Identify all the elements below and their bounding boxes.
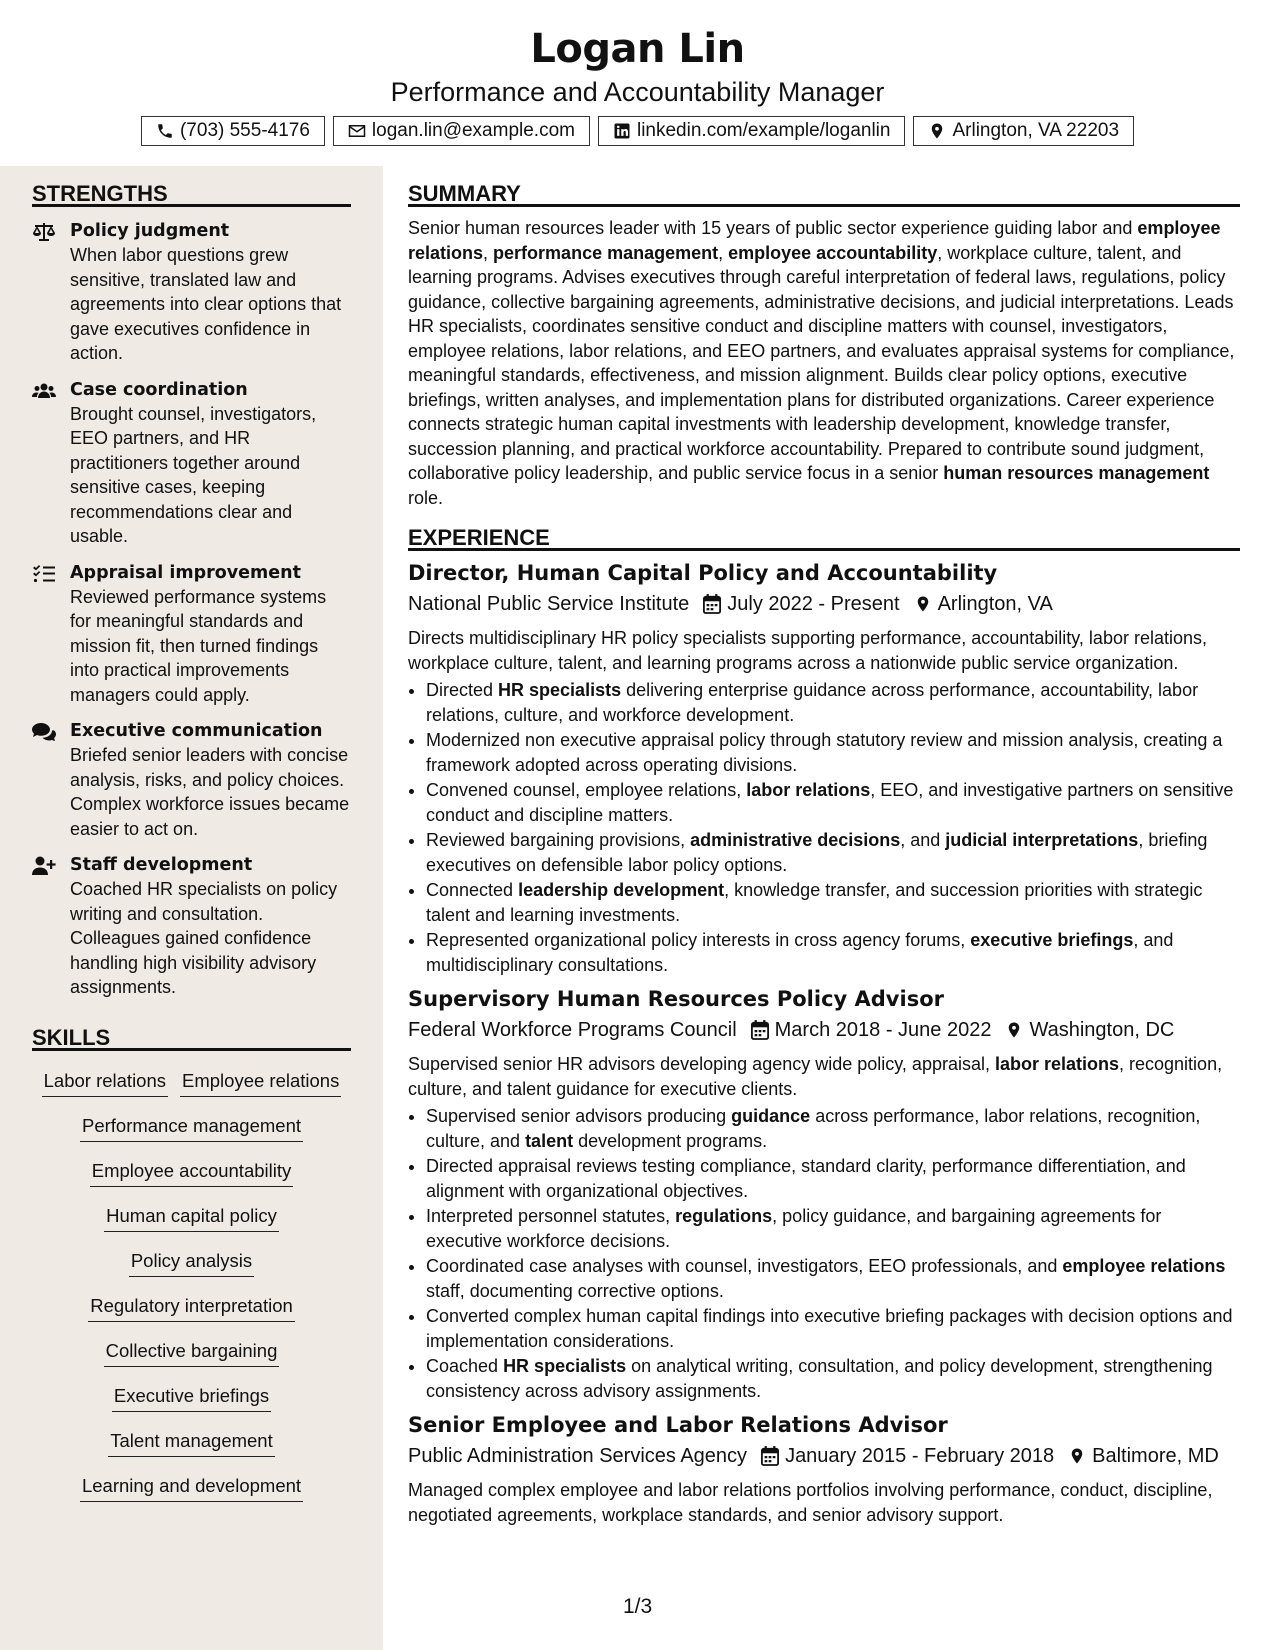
email-text: logan.lin@example.com xyxy=(371,120,575,141)
strength-text: Reviewed performance systems for meaningful standards and mission fit, then turned findings into practical improvements managers could apply. xyxy=(70,586,327,705)
linkedin-text: linkedin.com/example/loganlin xyxy=(636,120,891,141)
job-dates: July 2022 - Present xyxy=(727,593,900,615)
list-item: • Coordinated case analyses with counsel, investigators, EEO professionals, and employee relations staff, documenting corrective options. xyxy=(426,1254,1240,1303)
skill-tag: Regulatory interpretation xyxy=(88,1294,295,1322)
skill-tag: Collective bargaining xyxy=(104,1339,280,1367)
strength-text: Coached HR specialists on policy writing and consultation. Colleagues gained confidence handling high visibility advisory assignments. xyxy=(70,879,338,997)
contact-bar xyxy=(0,116,1275,146)
calendar-icon xyxy=(761,1446,779,1466)
sidebar xyxy=(0,166,383,1650)
location-text: Arlington, VA 22203 xyxy=(952,120,1120,141)
strengths-heading: STRENGTHS xyxy=(32,166,351,207)
strength-text: When labor questions grew sensitive, translated law and agreements into clear options that gave executives confidence in action. xyxy=(70,245,342,363)
strength-item xyxy=(32,378,351,549)
page-number: 1/3 xyxy=(623,1595,653,1618)
strength-title: Case coordination xyxy=(70,379,248,400)
strength-item xyxy=(32,719,351,841)
strength-text: Brought counsel, investigators, EEO partners, and HR practitioners together around sensitive cases, keeping recommendations clear and usable. xyxy=(70,403,317,546)
job-meta xyxy=(408,1442,1240,1470)
calendar-icon xyxy=(751,1020,769,1040)
skill-tag: Talent management xyxy=(108,1429,275,1457)
job-bullets xyxy=(408,1104,1240,1403)
list-item: • Interpreted personnel statutes, regulations, policy guidance, and bargaining agreements for executive workforce decisions. xyxy=(426,1204,1240,1253)
skills-list xyxy=(32,1069,351,1519)
resume-header xyxy=(0,0,1275,146)
list-item: • Supervised senior advisors producing guidance across performance, labor relations, recognition, culture, and talent development programs. xyxy=(426,1104,1240,1153)
users-icon xyxy=(32,381,56,401)
user-plus-icon xyxy=(32,856,56,876)
list-item: • Directed appraisal reviews testing compliance, standard clarity, performance differentiation, and alignment with organizational objectives. xyxy=(426,1154,1240,1203)
comments-icon xyxy=(32,722,56,742)
list-item: • Directed HR specialists delivering enterprise guidance across performance, accountability, labor relations, culture, and workforce development. xyxy=(426,678,1240,727)
summary-text: Senior human resources leader with 15 years of public sector experience guiding labor and employee relations, performance management, employee accountability, workplace culture, talent, and learning programs. Advises executives through careful interpretation of federal laws, regulations, policy guidance, collective bargaining agreements, administrative decisions, and judicial interpretations. Leads HR specialists, coordinates sensitive conduct and discipline matters with counsel, investigators, employee relations, labor relations, and EEO partners, and evaluates appraisal systems for compliance, meaningful standards, effectiveness, and mission alignment. Builds clear policy options, executive briefings, written analyses, and implementation plans for distributed organizations. Career experience connects strategic human capital investments with leadership development, knowledge transfer, succession planning, and practical workforce accountability. Prepared to contribute sound judgment, collaborative policy leadership, and public service focus in a senior human resources management role. xyxy=(408,218,1235,508)
envelope-icon xyxy=(348,122,366,140)
strength-title: Staff development xyxy=(70,855,253,875)
job-org: Public Administration Services Agency xyxy=(408,1445,748,1467)
strength-item xyxy=(32,561,351,708)
list-check-icon xyxy=(32,564,56,584)
job-title: Senior Employee and Labor Relations Advisor xyxy=(408,1413,948,1437)
contact-linkedin[interactable] xyxy=(598,116,905,146)
list-item: • Connected leadership development, knowledge transfer, and succession priorities with strategic talent and learning investments. xyxy=(426,878,1240,927)
map-pin-icon xyxy=(1068,1446,1086,1466)
phone-icon xyxy=(156,122,174,140)
skill-tag: Policy analysis xyxy=(129,1249,254,1277)
list-item: • Converted complex human capital findings into executive briefing packages with decision options and implementation considerations. xyxy=(426,1304,1240,1353)
candidate-title: Performance and Accountability Manager xyxy=(390,77,885,107)
job-dates: March 2018 - June 2022 xyxy=(774,1019,992,1041)
job-entry xyxy=(408,985,1240,1403)
calendar-icon xyxy=(703,594,721,614)
skill-tag: Performance management xyxy=(80,1114,303,1142)
list-item: • Reviewed bargaining provisions, administrative decisions, and judicial interpretations, briefing executives on defensible labor policy options. xyxy=(426,828,1240,877)
job-entry xyxy=(408,1411,1240,1527)
contact-phone[interactable] xyxy=(141,116,325,146)
strengths-section xyxy=(32,166,351,1519)
list-item: • Convened counsel, employee relations, labor relations, EEO, and investigative partners on sensitive conduct and discipline matters. xyxy=(426,778,1240,827)
job-description: Managed complex employee and labor relations portfolios involving performance, conduct, discipline, negotiated agreements, workplace standards, and senior advisory support. xyxy=(408,1480,1213,1525)
main-column xyxy=(408,166,1240,1527)
skill-tag: Employee relations xyxy=(180,1069,341,1097)
skills-heading: SKILLS xyxy=(32,1010,351,1051)
scale-icon xyxy=(32,222,56,242)
job-location: Washington, DC xyxy=(1029,1019,1175,1041)
job-title: Director, Human Capital Policy and Accountability xyxy=(408,561,998,585)
map-pin-icon xyxy=(914,594,932,614)
job-location: Baltimore, MD xyxy=(1092,1445,1219,1467)
contact-location xyxy=(913,116,1134,146)
skill-tag: Employee accountability xyxy=(90,1159,294,1187)
skill-tag: Labor relations xyxy=(42,1069,168,1097)
experience-heading: EXPERIENCE xyxy=(408,510,1240,551)
job-location: Arlington, VA xyxy=(937,593,1053,615)
job-meta xyxy=(408,590,1240,618)
strength-title: Appraisal improvement xyxy=(70,562,301,583)
job-dates: January 2015 - February 2018 xyxy=(785,1445,1055,1467)
job-meta xyxy=(408,1016,1240,1044)
skill-tag: Learning and development xyxy=(80,1474,303,1502)
map-pin-icon xyxy=(928,122,946,140)
job-title: Supervisory Human Resources Policy Advisor xyxy=(408,987,944,1011)
strength-text: Briefed senior leaders with concise analysis, risks, and policy choices. Complex workforce issues became easier to act on. xyxy=(70,745,350,839)
candidate-name: Logan Lin xyxy=(530,26,745,72)
job-description: Directs multidisciplinary HR policy specialists supporting performance, accountability, labor relations, workplace culture, talent, and learning programs across a nationwide public service organization. xyxy=(408,628,1207,673)
job-entry xyxy=(408,559,1240,977)
job-bullets xyxy=(408,678,1240,977)
list-item: • Modernized non executive appraisal policy through statutory review and mission analysis, creating a framework adopted across operating divisions. xyxy=(426,728,1240,777)
linkedin-icon xyxy=(613,122,631,140)
strength-item xyxy=(32,219,351,366)
skill-tag: Human capital policy xyxy=(104,1204,279,1232)
phone-text: (703) 555-4176 xyxy=(179,120,310,141)
job-org: National Public Service Institute xyxy=(408,593,690,615)
summary-heading: SUMMARY xyxy=(408,166,1240,207)
job-org: Federal Workforce Programs Council xyxy=(408,1019,737,1041)
strength-title: Policy judgment xyxy=(70,221,230,241)
skill-tag: Executive briefings xyxy=(112,1384,271,1412)
list-item: • Represented organizational policy interests in cross agency forums, executive briefings, and multidisciplinary consultations. xyxy=(426,928,1240,977)
map-pin-icon xyxy=(1005,1020,1023,1040)
strength-item xyxy=(32,853,351,1000)
contact-email[interactable] xyxy=(333,116,590,146)
strength-title: Executive communication xyxy=(70,721,323,741)
job-description: Supervised senior HR advisors developing agency wide policy, appraisal, labor relations, recognition, culture, and talent guidance for executive clients. xyxy=(408,1054,1223,1099)
list-item: • Coached HR specialists on analytical writing, consultation, and policy development, strengthening consistency across advisory assignments. xyxy=(426,1354,1240,1403)
